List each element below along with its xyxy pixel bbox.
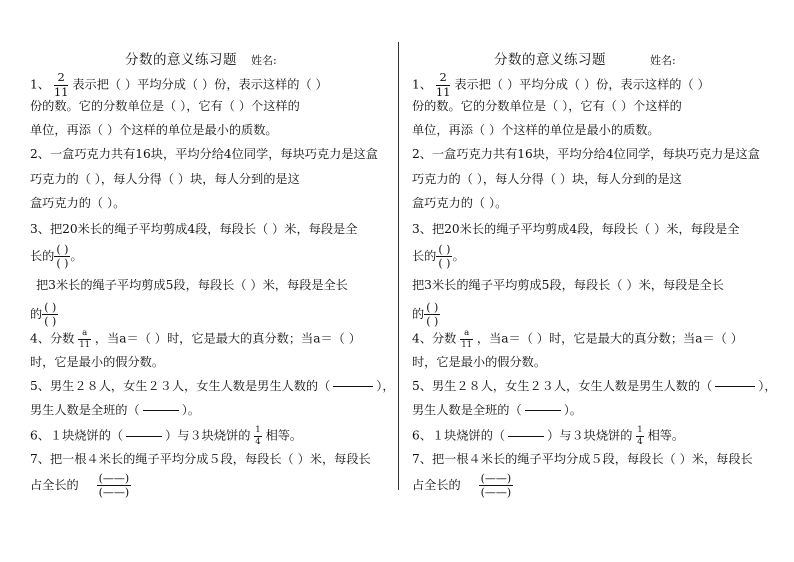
q3-line1: 3、把20米长的绳子平均剪成4段，每段长（ ）米，每段是全 xyxy=(30,222,358,236)
q5-line2: 男生人数是全班的（ ）。 xyxy=(412,403,582,417)
q4-line2: 时，它是最小的假分数。 xyxy=(412,355,547,369)
q2-line1: 2、一盒巧克力共有16块，平均分给4位同学，每块巧克力是这盒 xyxy=(412,147,760,161)
q1-line3: 单位，再添（ ）个这样的单位是最小的质数。 xyxy=(30,123,278,137)
fraction-2-11: $\frac{2}{11}$ xyxy=(435,70,451,99)
q4-line2: 时，它是最小的假分数。 xyxy=(30,355,165,369)
q7-line1: 7、把一根４米长的绳子平均分成５段，每段长（ ）米，每段长 xyxy=(30,452,371,466)
name-label: 姓名: xyxy=(650,54,676,67)
q7-line2: 占全长的 (——) (——) xyxy=(412,472,512,499)
worksheet-left xyxy=(30,0,395,562)
answer-line xyxy=(508,436,544,437)
q5-line1: 5、男生２８人，女生２３人，女生人数是男生人数的（ ）， xyxy=(412,379,777,393)
blank-fraction: (——) (——) xyxy=(480,472,512,499)
fraction-2-11: $\frac{2}{11}$ xyxy=(53,70,69,99)
q3-line4: 的 ( ) ( ) xyxy=(412,301,439,328)
q4-line1: 4、分数 $\frac{a}{11}$ ，当a＝（ ）时，它是最大的真分数；当a＝（ ） xyxy=(30,328,361,350)
fraction-1-4: $\frac{1}{4}$ xyxy=(637,425,643,447)
q1-line3: 单位，再添（ ）个这样的单位是最小的质数。 xyxy=(412,123,660,137)
q1-line2: 份的数。它的分数单位是（ ），它有（ ）个这样的 xyxy=(412,99,682,113)
q3-line2: 长的 ( ) ( ) 。 xyxy=(412,243,465,270)
fraction-a-11: $\frac{a}{11}$ xyxy=(79,328,91,350)
q7-line1: 7、把一根４米长的绳子平均分成５段，每段长（ ）米，每段长 xyxy=(412,452,753,466)
blank-fraction: ( ) ( ) xyxy=(44,301,57,328)
answer-line xyxy=(715,386,755,387)
q3-line4: 的 ( ) ( ) xyxy=(30,301,57,328)
q2-line2: 巧克力的（ ），每人分得（ ）块，每人分到的是这 xyxy=(30,172,300,186)
column-divider xyxy=(398,42,399,490)
q6-line1: 6、１块烧饼的（ ）与３块烧饼的 $\frac{1}{4}$ 相等。 xyxy=(412,425,685,447)
q3-line3: 把3米长的绳子平均剪成5段，每段长（ ）米，每段是全长 xyxy=(36,278,348,292)
answer-line xyxy=(143,410,179,411)
q3-line1: 3、把20米长的绳子平均剪成4段，每段长（ ）米，每段是全 xyxy=(412,222,740,236)
q6-line1: 6、１块烧饼的（ ）与３块烧饼的 $\frac{1}{4}$ 相等。 xyxy=(30,425,303,447)
answer-line xyxy=(525,410,561,411)
q1-line1: 1、 $\frac{2}{11}$ 表示把（ ）平均分成（ ）份，表示这样的（ ） xyxy=(30,70,328,99)
blank-fraction: ( ) ( ) xyxy=(426,301,439,328)
worksheet-right xyxy=(412,0,777,562)
q5-line1: 5、男生２８人，女生２３人，女生人数是男生人数的（ ）， xyxy=(30,379,395,393)
blank-fraction: ( ) ( ) xyxy=(56,243,69,270)
answer-line xyxy=(126,436,162,437)
blank-fraction: (——) (——) xyxy=(98,472,130,499)
blank-fraction: ( ) ( ) xyxy=(438,243,451,270)
worksheet-title: 分数的意义练习题 xyxy=(494,52,606,68)
q5-line2: 男生人数是全班的（ ）。 xyxy=(30,403,200,417)
q4-line1: 4、分数 $\frac{a}{11}$ ，当a＝（ ）时，它是最大的真分数；当a＝（ ） xyxy=(412,328,743,350)
q3-line3: 把3米长的绳子平均剪成5段，每段长（ ）米，每段是全长 xyxy=(412,278,724,292)
q3-line2: 长的 ( ) ( ) 。 xyxy=(30,243,83,270)
q2-line1: 2、一盒巧克力共有16块，平均分给4位同学，每块巧克力是这盒 xyxy=(30,147,378,161)
q7-line2: 占全长的 (——) (——) xyxy=(30,472,130,499)
name-label: 姓名: xyxy=(251,54,277,67)
q1-line2: 份的数。它的分数单位是（ ），它有（ ）个这样的 xyxy=(30,99,300,113)
worksheet-title: 分数的意义练习题 xyxy=(125,52,237,68)
q2-line3: 盒巧克力的（ ）。 xyxy=(30,196,126,210)
q2-line3: 盒巧克力的（ ）。 xyxy=(412,196,508,210)
fraction-a-11: $\frac{a}{11}$ xyxy=(461,328,473,350)
fraction-1-4: $\frac{1}{4}$ xyxy=(255,425,261,447)
answer-line xyxy=(333,386,373,387)
q1-line1: 1、 $\frac{2}{11}$ 表示把（ ）平均分成（ ）份，表示这样的（ ） xyxy=(412,70,710,99)
q2-line2: 巧克力的（ ），每人分得（ ）块，每人分到的是这 xyxy=(412,172,682,186)
